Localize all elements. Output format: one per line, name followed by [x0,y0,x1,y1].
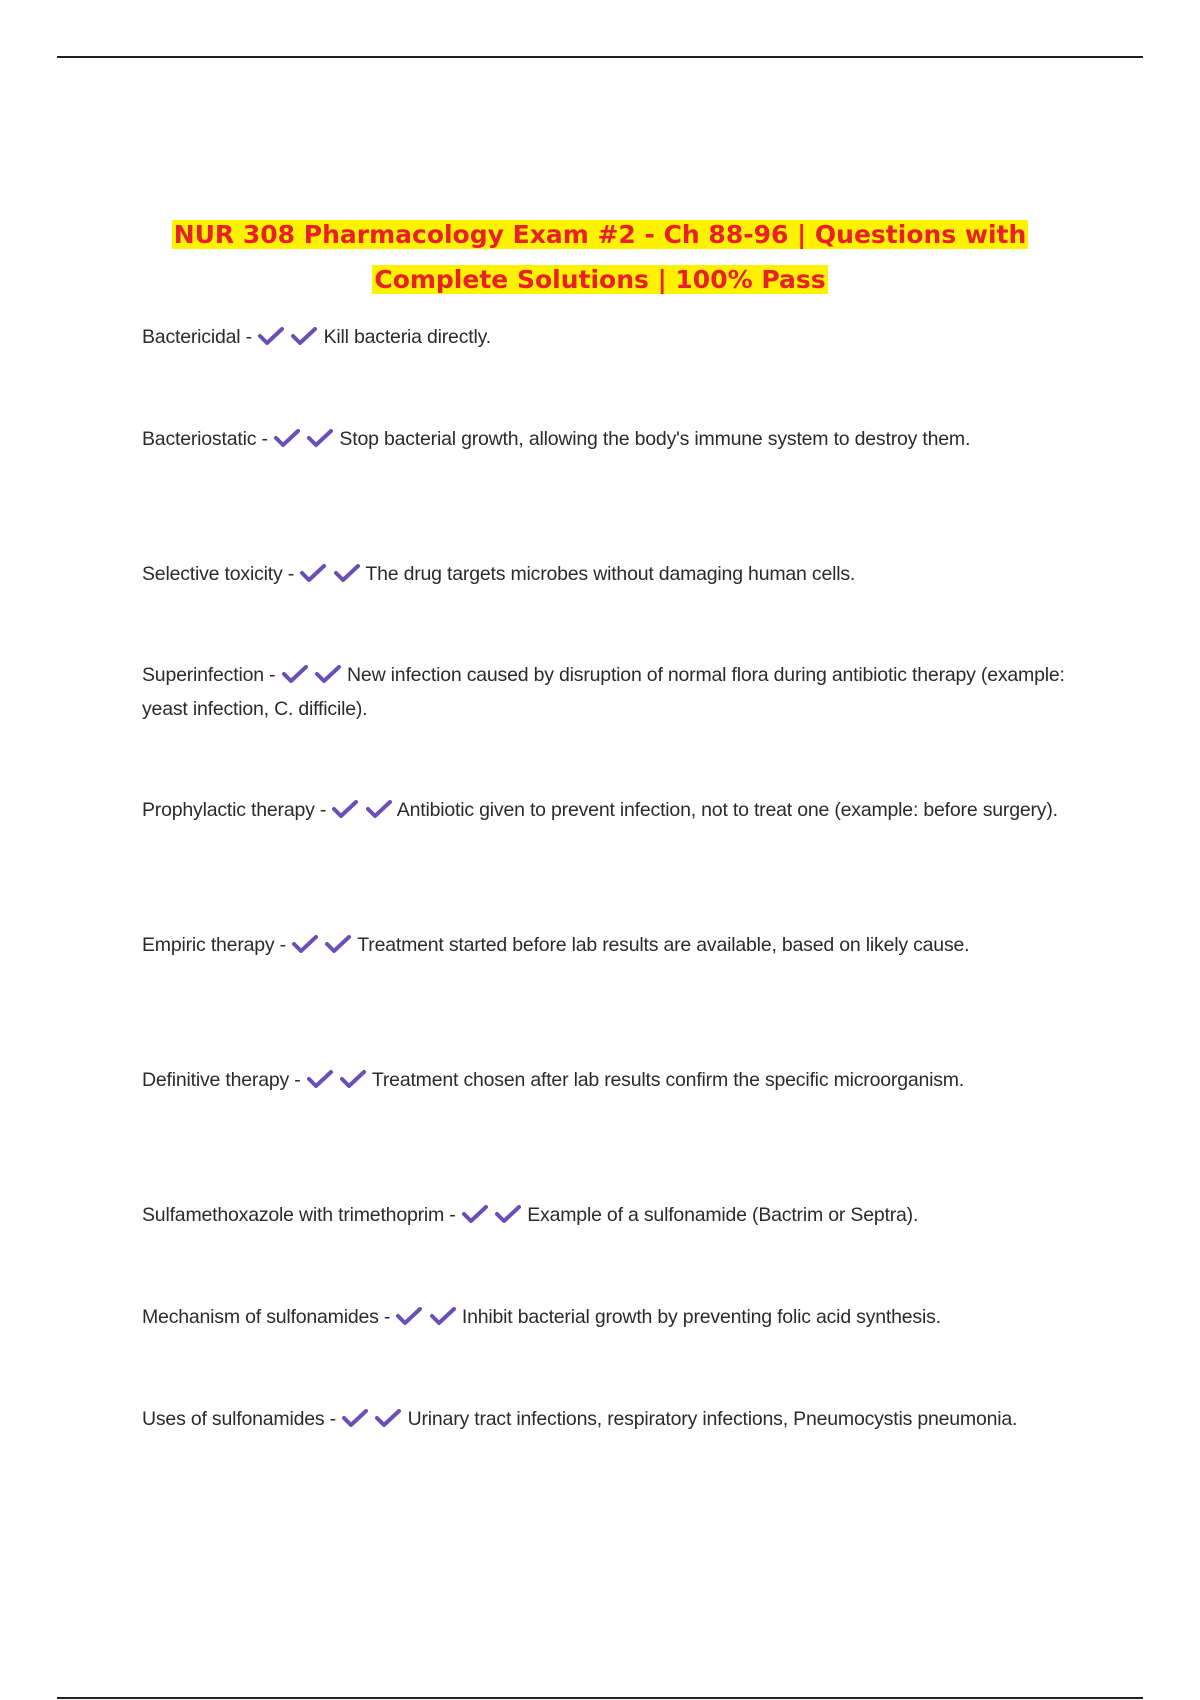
check-icon [307,1069,333,1089]
entry-definition: Inhibit bacterial growth by preventing folic acid synthesis. [461,1306,941,1328]
entry-term: Empiric therapy [142,934,275,956]
check-icon [300,563,326,583]
entry-definition: Treatment chosen after lab results confirm the specific microorganism. [371,1069,965,1091]
entry-term: Mechanism of sulfonamides [142,1306,379,1328]
bottom-divider [57,1697,1143,1699]
entry-term: Bactericidal [142,326,241,348]
check-icon [375,1408,401,1428]
entry-term: Uses of sulfonamides [142,1408,325,1430]
entry-term: Sulfamethoxazole with trimethoprim [142,1204,445,1226]
check-icon [315,664,341,684]
entry-term: Superinfection [142,664,264,686]
entry-term: Selective toxicity [142,563,283,585]
entry-definition: Stop bacterial growth, allowing the body's immune system to destroy them. [339,428,971,450]
entry-term: Prophylactic therapy [142,799,315,821]
check-icon [495,1204,521,1224]
list-item: Mechanism of sulfonamides - Inhibit bacterial growth by preventing folic acid synthesis. [142,1306,941,1328]
title-line-2: Complete Solutions | 100% Pass [374,265,826,294]
list-item: Uses of sulfonamides - Urinary tract infections, respiratory infections, Pneumocystis pneumonia. [142,1408,1018,1430]
check-icon [366,799,392,819]
check-icon [274,428,300,448]
entry-definition: Urinary tract infections, respiratory infections, Pneumocystis pneumonia. [407,1408,1018,1430]
entry-definition: Antibiotic given to prevent infection, not to treat one (example: before surgery). [396,799,1058,821]
document-title [100,212,1100,302]
check-icon [282,664,308,684]
top-divider [57,56,1143,58]
list-item: Empiric therapy - Treatment started before lab results are available, based on likely cause. [142,934,970,956]
title-line-1: NUR 308 Pharmacology Exam #2 - Ch 88-96 | Questions with [173,220,1027,249]
list-item: Selective toxicity - The drug targets microbes without damaging human cells. [142,563,856,585]
entry-definition: Example of a sulfonamide (Bactrim or Septra). [527,1204,919,1226]
check-icon [258,326,284,346]
check-icon [325,934,351,954]
check-icon [332,799,358,819]
entry-definition: Treatment started before lab results are available, based on likely cause. [357,934,970,956]
check-icon [396,1306,422,1326]
check-icon [291,326,317,346]
check-icon [430,1306,456,1326]
entry-definition: The drug targets microbes without damaging human cells. [365,563,856,585]
check-icon [342,1408,368,1428]
entry-term: Bacteriostatic [142,428,257,450]
list-item: Bactericidal - Kill bacteria directly. [142,326,491,348]
check-icon [292,934,318,954]
list-item: Sulfamethoxazole with trimethoprim - Example of a sulfonamide (Bactrim or Septra). [142,1204,919,1226]
entry-definition: Kill bacteria directly. [323,326,491,348]
list-item: Superinfection - New infection caused by disruption of normal flora during antibiotic therapy (example: yeast infection, C. difficile). [142,664,1065,720]
list-item: Definitive therapy - Treatment chosen after lab results confirm the specific microorganism. [142,1069,965,1091]
entry-term: Definitive therapy [142,1069,290,1091]
check-icon [334,563,360,583]
check-icon [307,428,333,448]
entry-definition: New infection caused by disruption of normal flora during antibiotic therapy (example: yeast infection, C. difficile). [142,664,1065,720]
check-icon [462,1204,488,1224]
check-icon [340,1069,366,1089]
list-item: Prophylactic therapy - Antibiotic given to prevent infection, not to treat one (example: before surgery). [142,799,1058,821]
list-item: Bacteriostatic - Stop bacterial growth, allowing the body's immune system to destroy them. [142,428,971,450]
